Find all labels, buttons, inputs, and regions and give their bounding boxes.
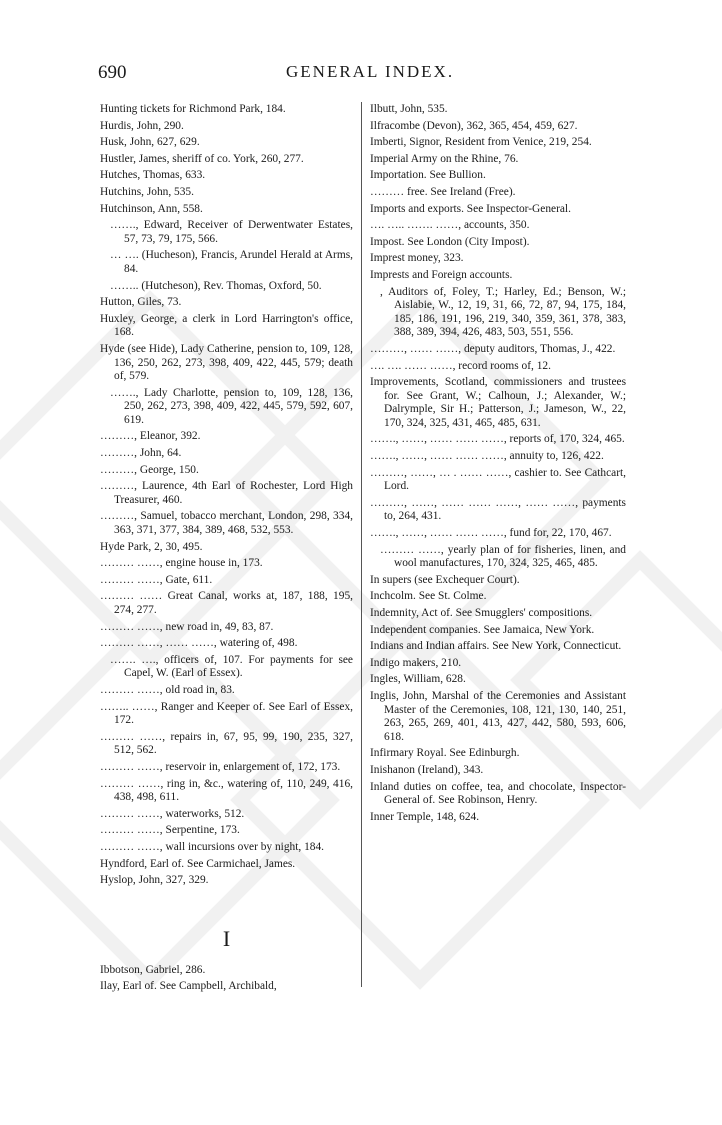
index-entry: Independent companies. See Jamaica, New York.: [370, 623, 595, 636]
page-number: 690: [98, 62, 127, 83]
index-entry: Hurdis, John, 290.: [100, 119, 184, 132]
index-entry: …. …. …… ……, record rooms of, 12.: [370, 359, 551, 372]
index-entry: , Auditors of, Foley, T.; Harley, Ed.; Benson, W.; Aislabie, W., 12, 19, 31, 66, 72, 87, 94, 175, 184, 185, 186, 191, 196, 219, 340, 359, 361, 378, 383, 388, 389, 394, 426, 483, 503, 551, 556.: [380, 285, 626, 339]
index-entry: Imperial Army on the Rhine, 76.: [370, 152, 519, 165]
index-entry: ……… ……, Gate, 611.: [100, 573, 213, 586]
index-entry: Importation. See Bullion.: [370, 169, 486, 182]
index-entry: ………, Samuel, tobacco merchant, London, 298, 334, 363, 371, 377, 384, 389, 468, 532, 553.: [100, 510, 353, 537]
index-entry: Hunting tickets for Richmond Park, 184.: [100, 103, 286, 115]
index-entry: ……., Lady Charlotte, pension to, 109, 128, 136, 250, 262, 273, 398, 409, 422, 445, 579, 592, 607, 619.: [110, 386, 353, 426]
index-entry: Hyde (see Hide), Lady Catherine, pension to, 109, 128, 136, 250, 262, 273, 398, 409, 422, 445, 579; death of, 579.: [100, 342, 353, 383]
index-entry: ……. …., officers of, 107. For payments for see Capel, W. (Earl of Essex).: [110, 653, 353, 680]
index-entry: ……… ……, ring in, &c., watering of, 110, 249, 416, 438, 498, 611.: [100, 777, 353, 804]
index-entry: Inner Temple, 148, 624.: [370, 810, 480, 823]
index-entry: Hutchinson, Ann, 558.: [100, 202, 203, 215]
page-header: [98, 62, 638, 90]
index-entry: ……… ……, repairs in, 67, 95, 99, 190, 235, 327, 512, 562.: [100, 730, 353, 757]
index-entry: ………, ……, …… …… ……, …… ……, payments to, 264, 431.: [370, 496, 626, 523]
running-title: GENERAL INDEX.: [286, 62, 455, 81]
index-entry: ……… ……, old road in, 83.: [100, 683, 235, 696]
index-entry: Hustler, James, sheriff of co. York, 260, 277.: [100, 152, 304, 165]
index-entry: Impost. See London (City Impost).: [370, 235, 530, 248]
section-letter-heading: I: [222, 925, 231, 951]
index-entry: ……… ……, yearly plan of for fisheries, linen, and wool manufactures, 170, 324, 325, 465, 485.: [380, 543, 626, 570]
index-entry: Hutton, Giles, 73.: [100, 296, 182, 309]
index-entry: ……… free. See Ireland (Free).: [370, 185, 516, 198]
index-entry: Hyde Park, 2, 30, 495.: [100, 540, 203, 553]
index-entry: Ilbutt, John, 535.: [370, 103, 448, 115]
index-entry: Hutchins, John, 535.: [100, 185, 194, 198]
index-entry: Ibbotson, Gabriel, 286.: [100, 963, 206, 976]
index-entry: ……., ……, …… …… ……, annuity to, 126, 422.: [370, 450, 604, 463]
index-entry: …….. (Hutcheson), Rev. Thomas, Oxford, 50.: [110, 279, 322, 292]
right-column: [370, 103, 626, 827]
index-entries-right: [370, 103, 626, 824]
index-entry: Indians and Indian affairs. See New York, Connecticut.: [370, 640, 622, 653]
index-entry: Imprest money, 323.: [370, 252, 464, 265]
index-entry: ……., Edward, Receiver of Derwentwater Estates, 57, 73, 79, 175, 566.: [110, 219, 353, 245]
index-entry: Infirmary Royal. See Edinburgh.: [370, 747, 520, 760]
index-entry: Inglis, John, Marshal of the Ceremonies and Assistant Master of the Ceremonies, 108, 121, 130, 140, 251, 263, 265, 269, 401, 413, 427, 442, 580, 593, 606, 618.: [370, 689, 626, 743]
index-entry: Indigo makers, 210.: [370, 656, 462, 669]
index-entry: ………, George, 150.: [100, 463, 199, 476]
index-entry: ……… ……, new road in, 49, 83, 87.: [100, 620, 274, 633]
index-entry: Ilay, Earl of. See Campbell, Archibald,: [100, 980, 277, 993]
index-entry: In supers (see Exchequer Court).: [370, 573, 520, 586]
index-entry: ……., ……, …… …… ……, fund for, 22, 170, 467.: [370, 527, 612, 540]
index-entry: Inishanon (Ireland), 343.: [370, 763, 484, 776]
index-entry: ……… …… Great Canal, works at, 187, 188, 195, 274, 277.: [100, 590, 353, 616]
index-entry: …. ….. ……. ……, accounts, 350.: [370, 219, 530, 232]
column-divider: [361, 102, 362, 987]
index-entry: Hutches, Thomas, 633.: [100, 169, 206, 182]
left-column: [100, 103, 353, 997]
index-entry: ………, Eleanor, 392.: [100, 430, 201, 443]
index-entry: Indemnity, Act of. See Smugglers' compositions.: [370, 607, 593, 619]
index-entry: … …. (Hucheson), Francis, Arundel Herald at Arms, 84.: [110, 249, 353, 275]
index-entry: Inchcolm. See St. Colme.: [370, 590, 487, 603]
index-entries-left-after: [100, 964, 353, 994]
index-entry: Inland duties on coffee, tea, and chocolate, Inspector-General of. See Robinson, Henry.: [370, 780, 626, 807]
index-entry: ……… ……, engine house in, 173.: [100, 557, 263, 570]
index-entries-left: [100, 103, 353, 888]
index-entry: Ingles, William, 628.: [370, 673, 466, 686]
index-entry: Huxley, George, a clerk in Lord Harrington's office, 168.: [100, 312, 353, 339]
index-entry: Hyndford, Earl of. See Carmichael, James.: [100, 857, 296, 870]
index-entry: …….. ……, Ranger and Keeper of. See Earl of Essex, 172.: [100, 700, 353, 727]
index-entry: ………, ……, … . …… ……, cashier to. See Cathcart, Lord.: [370, 466, 626, 493]
index-entry: Imports and exports. See Inspector-General.: [370, 202, 571, 215]
index-entry: ………, Laurence, 4th Earl of Rochester, Lord High Treasurer, 460.: [100, 480, 353, 506]
index-entry: Hyslop, John, 327, 329.: [100, 874, 209, 887]
index-entry: ………, …… ……, deputy auditors, Thomas, J., 422.: [370, 342, 616, 355]
index-entry: ……… ……, reservoir in, enlargement of, 172, 173.: [100, 760, 341, 773]
index-entry: ……… ……, waterworks, 512.: [100, 807, 245, 820]
index-entry: ……… ……, wall incursions over by night, 184.: [100, 840, 324, 853]
index-entry: ………, John, 64.: [100, 447, 182, 460]
index-entry: ……… ……, …… ……, watering of, 498.: [100, 637, 298, 650]
index-entry: Husk, John, 627, 629.: [100, 136, 200, 149]
index-entry: Imberti, Signor, Resident from Venice, 219, 254.: [370, 136, 592, 149]
index-entry: Improvements, Scotland, commissioners and trustees for. See Grant, W.; Calhoun, J.; Alexander, W.; Dalrymple, Sir H.; Patterson, J.; Jameson, W., 22, 170, 324, 325, 431, 465, 485, 631.: [370, 376, 626, 429]
index-entry: Ilfracombe (Devon), 362, 365, 454, 459, 627.: [370, 119, 578, 132]
index-entry: ……., ……, …… …… ……, reports of, 170, 324, 465.: [370, 433, 625, 446]
index-entry: Imprests and Foreign accounts.: [370, 268, 513, 281]
index-entry: ……… ……, Serpentine, 173.: [100, 824, 240, 837]
